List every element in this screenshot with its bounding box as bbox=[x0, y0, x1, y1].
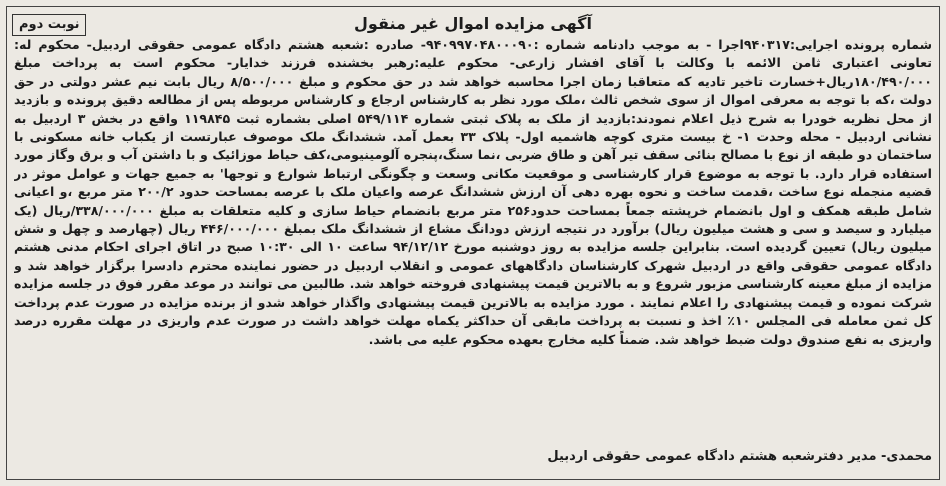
notice-signature: محمدی- مدیر دفترشعبه هشتم دادگاه عمومی حقوقی اردبیل bbox=[547, 449, 932, 464]
notice-body: شماره پرونده اجرایی:۹۴۰۳۱۷اجرا - به موجب دادنامه شماره :۹۴۰۹۹۷۰۴۸۰۰۰۹۰- صادره :شعبه هشتم دادگاه عمومی حقوقی اردبیل- محکوم له: تعاونی اعتباری ثامن الائمه با وکالت با آقای افشار زارعی- محکوم علیه:رهبر بخشنده فرزند خدایار- محکوم است به پرداخت مبلغ ۱۸۰/۴۹۰/۰۰۰ریال+خسارت تاخیر تادیه که متعاقبا زمان اجرا محاسبه خواهد شد در حق محکوم و مبلغ ۸/۵۰۰/۰۰۰ ریال بابت نیم عشر دولتی در حق دولت ،که با توجه به معرفی اموال از سوی شخص ثالث ،ملک مورد نظر به کارشناس ارجاع و کارشناس مربوطه پس از مطالعه دقیق پرونده و بازدید از محل نظریه خودرا به شرح ذیل اعلام نمودند:بازدید از ملک به پلاک ثبتی شماره ۵۴۹/۱۱۴ اصلی بشماره ثبت ۱۱۹۸۴۵ واقع در بخش ۳ اردبیل به نشانی اردبیل - محله وحدت ۱- خ بیست متری کوچه هاشمیه اول- پلاک ۳۳ بعمل آمد. ششدانگ ملک موصوف عبارتست از یکباب خانه مسکونی با ساختمان دو طبقه از نوع با مصالح بنائی سقف تیر آهن و طاق ضربی ،نما سنگ،پنجره آلومینیومی،کف حیاط موزائیک و با داشتن آب و برق وگاز مورد استفاده قرار دارد. با توجه به موضوع قرار کارشناسی و موقعیت مکانی وسعت و چگونگی ارتباط شوارع و توجها' به جمیع جهات و عوامل موثر در قضیه منجمله نوع ساخت ،قدمت ساخت و نحوه بهره دهی آن ارزش ششدانگ عرصه واعیان ملک با عرصه بمساحت حدود ۲۰۰/۲ متر مربع ،و اعیانی شامل طبقه همکف و اول بانضمام خرپشته جمعاً بمساحت حدود۲۵۶ متر مربع بانضمام حیاط سازی و کلیه متعلقات به مبلغ ۳۳۸/۰۰۰/۰۰۰/ریال (یک میلیارد و سیصد و سی و هشت میلیون ریال) برآورد در نتیجه ارزش دودانگ مشاع از ششدانگ ملک بمبلغ ۴۴۶/۰۰۰/۰۰۰ ریال (چهارصد و چهل و شش میلیون ریال) تعیین گردیده است. بنابراین جلسه مزایده به روز دوشنبه مورخ ۹۴/۱۲/۱۲ ساعت ۱۰ الی ۱۰:۳۰ صبح در اتاق اجرای احکام مدنی هشتم دادگاه عمومی حقوقی واقع در اردبیل شهرک کارشناسان دادگاههای عمومی و انقلاب اردبیل در حضور نماینده محترم دادسرا برگزار خواهد شد و مزایده از مبلغ معینه کارشناسی مزبور شروع و به بالاترین قیمت پیشنهادی فروخته خواهد شد. طالبین می توانند در موعد مقرر فوق در جلسه مزایده شرکت نموده و قیمت پیشنهادی را اعلام نمایند . مورد مزایده به بالاترین قیمت پیشنهادی واگذار خواهد شدو از برنده مزایده در صورت عدم پرداخت کل ثمن معامله فی المجلس ۱۰٪ اخذ و نسبت به پرداخت مابقی آن حداکثر یکماه مهلت خواهد داشت در صورت عدم واریزی در مهلت مقرره درصد واریزی به نفع صندوق دولت ضبط خواهد شد. ضمناً کلیه مخارج بعهده محکوم علیه می باشد. bbox=[14, 37, 932, 347]
notice-round-badge: نوبت دوم bbox=[12, 14, 86, 36]
notice-title: آگهی مزایده اموال غیر منقول bbox=[354, 14, 592, 33]
